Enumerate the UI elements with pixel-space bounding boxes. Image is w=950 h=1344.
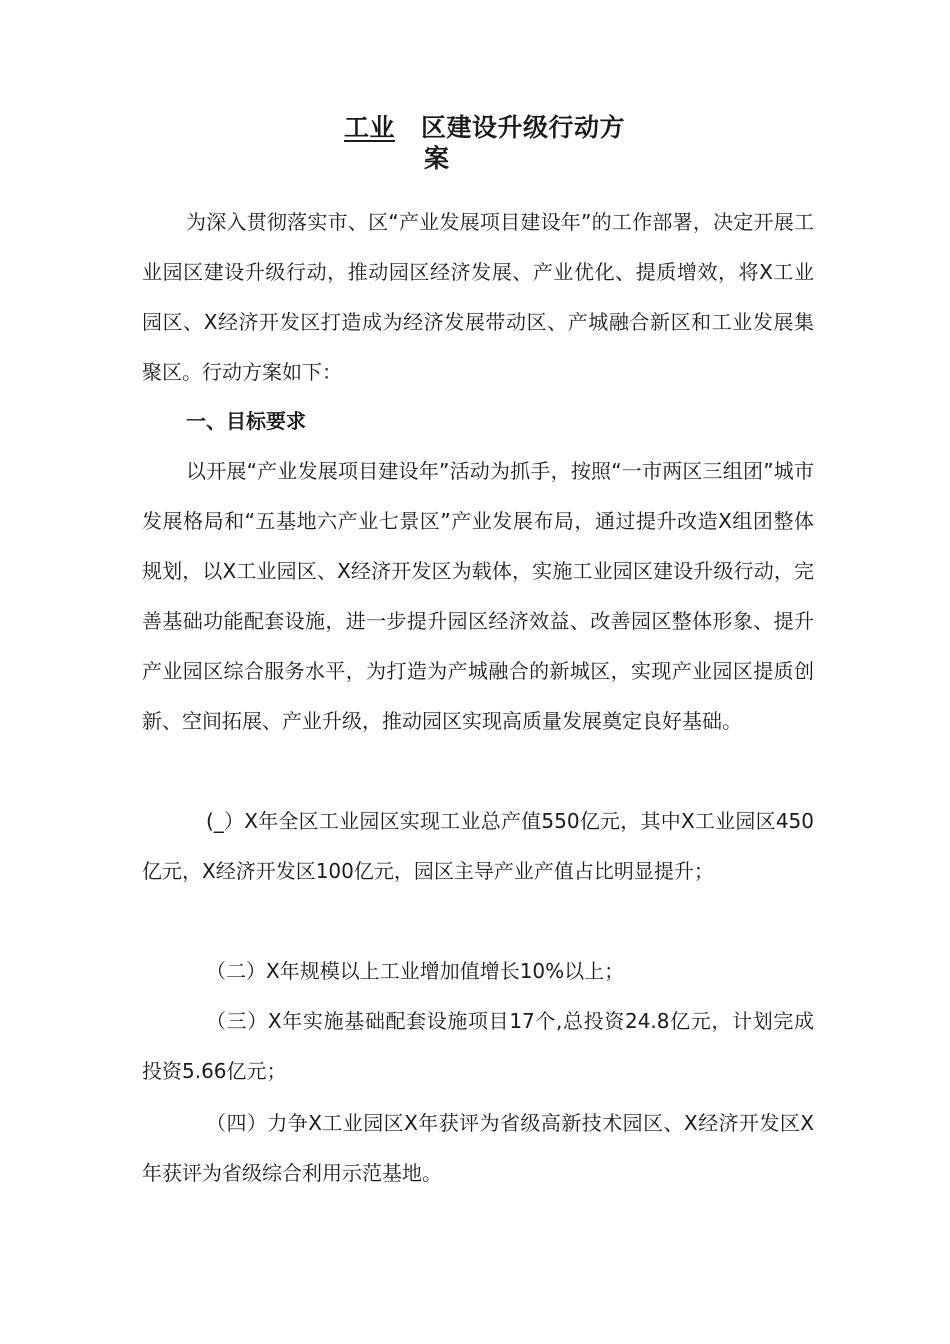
goal-item-1: (_）X年全区工业园区实现工业总产值550亿元，其中X工业园区450亿元，X经济开发区100亿元，园区主导产业产值占比明显提升；: [142, 809, 814, 883]
title-part-wrap: 案: [424, 144, 450, 173]
section1-paragraph-block: [142, 446, 814, 746]
title-part-main: 区建设升级行动方: [421, 113, 626, 142]
intro-paragraph: 为深入贯彻落实市、区“产业发展项目建设年”的工作部署，决定开展工业园区建设升级行动，推动园区经济发展、产业优化、提质增效，将X工业园区、X经济开发区打造成为经济发展带动区、产城融合新区和工业发展集聚区。行动方案如下：: [142, 210, 814, 384]
goal-item-2: （二）X年规模以上工业增加值增长10%以上；: [206, 959, 625, 983]
section1-heading-block: [142, 396, 814, 446]
goal-item-1-block: [142, 796, 814, 896]
section-heading: 一、目标要求: [186, 409, 306, 433]
goal-item-4-block: [142, 1098, 814, 1198]
section1-paragraph: 以开展“产业发展项目建设年”活动为抓手，按照“一市两区三组团”城市发展格局和“五基地六产业七景区”产业发展布局，通过提升改造X组团整体规划，以X工业园区、X经济开发区为载体，实施工业园区建设升级行动，完善基础功能配套设施，进一步提升园区经济效益、改善园区整体形象、提升产业园区综合服务水平，为打造为产城融合的新城区，实现产业园区提质创新、空间拓展、产业升级，推动园区实现高质量发展奠定良好基础。: [142, 459, 814, 733]
goal-item-2-block: [142, 946, 814, 996]
intro-paragraph-block: [142, 197, 814, 397]
title-part-underlined: 工业: [344, 113, 396, 142]
goal-item-3: （三）X年实施基础配套设施项目17个,总投资24.8亿元，计划完成投资5.66亿元；: [142, 1009, 814, 1083]
goal-item-3-block: [142, 996, 814, 1096]
document-title: [344, 112, 664, 174]
goal-item-4: （四）力争X工业园区X年获评为省级高新技术园区、X经济开发区X年获评为省级综合利用示范基地。: [142, 1111, 814, 1185]
